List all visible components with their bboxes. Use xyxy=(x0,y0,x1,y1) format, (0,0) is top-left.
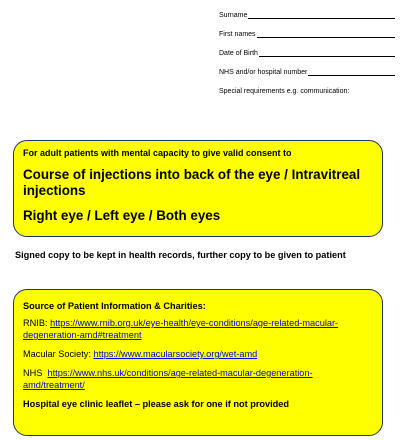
source-nhs xyxy=(23,367,374,391)
dob-row xyxy=(219,43,395,57)
procedure-title: Course of injections into back of the eye / Intravitreal injections xyxy=(23,167,361,198)
consent-intro: For adult patients with mental capacity to give valid consent to xyxy=(23,148,292,158)
source-macular-society-link[interactable]: https://www.macularsociety.org/wet-amd xyxy=(93,349,258,359)
surname-row xyxy=(219,5,395,19)
source-macular-society xyxy=(23,348,374,360)
dob-label: Date of Birth xyxy=(219,50,258,57)
surname-field[interactable] xyxy=(248,12,395,19)
patient-details-block xyxy=(219,5,395,100)
surname-label: Surname xyxy=(219,12,248,19)
signed-copy-note: Signed copy to be kept in health records, further copy to be given to patient xyxy=(15,250,346,260)
source-nhs-label: NHS xyxy=(23,368,43,378)
sources-heading: Source of Patient Information & Charities: xyxy=(23,301,206,311)
source-nhs-link[interactable]: https://www.nhs.uk/conditions/age-related-macular-degeneration-amd/treatment/ xyxy=(23,368,313,390)
special-requirements-row xyxy=(219,81,395,95)
consent-procedure-box xyxy=(13,140,383,237)
first-names-row xyxy=(219,24,395,38)
first-names-label: First names xyxy=(219,31,256,38)
first-names-field[interactable] xyxy=(257,31,395,38)
nhs-number-field[interactable] xyxy=(308,69,395,76)
source-rnib-label: RNIB: xyxy=(23,318,48,328)
source-rnib xyxy=(23,317,374,341)
dob-field[interactable] xyxy=(259,50,395,57)
nhs-number-label: NHS and/or hospital number xyxy=(219,69,308,76)
leaflet-note: Hospital eye clinic leaflet – please ask for one if not provided xyxy=(23,399,290,409)
eye-selection: Right eye / Left eye / Both eyes xyxy=(23,208,221,223)
information-sources-box xyxy=(13,289,383,436)
source-rnib-link[interactable]: https://www.rnib.org.uk/eye-health/eye-conditions/age-related-macular-degeneration-amd#treatment xyxy=(23,318,339,340)
source-macular-society-label: Macular Society: xyxy=(23,349,91,359)
special-requirements-label: Special requirements e.g. communication: xyxy=(219,88,350,95)
nhs-number-row xyxy=(219,62,395,76)
